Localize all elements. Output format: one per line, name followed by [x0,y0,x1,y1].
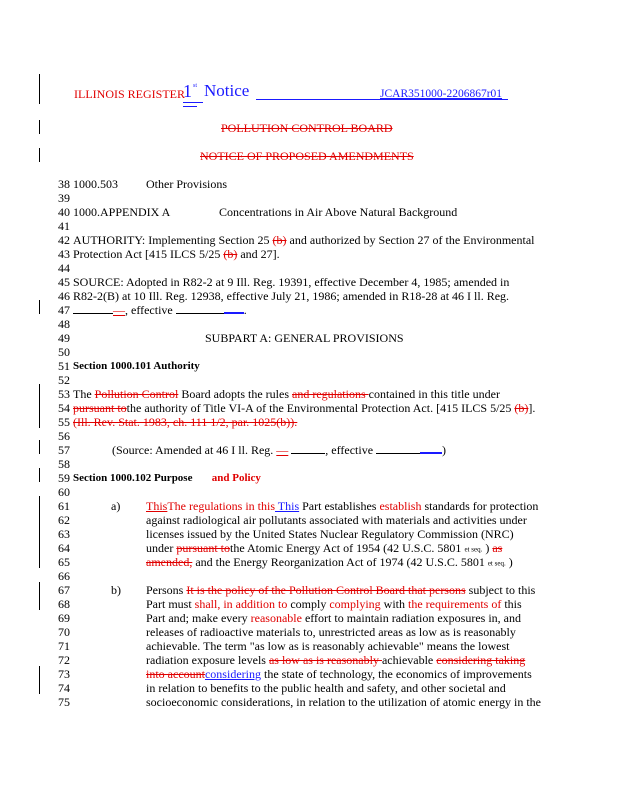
change-bar [39,384,40,428]
line-number: 65 [58,555,70,569]
toc-title: Concentrations in Air Above Natural Background [219,205,458,219]
toc-section: 1000.APPENDIX A [73,205,171,219]
s102-line-69: Part and; make every reasonable effort to maintain radiation exposures in, and [146,611,521,625]
toc-title: Other Provisions [146,177,227,191]
change-bar [39,74,40,104]
line-number: 59 [58,471,70,485]
s102-line-64: under pursuant tothe Atomic Energy Act of 1954 (42 U.S.C. 5801 et seq. ) as [146,541,503,555]
change-bar [39,468,40,482]
notice-title: Notice [204,81,250,100]
line-number: 51 [58,359,70,373]
s102-line-71: achievable. The term "as low as is reasonably achievable" means the lowest [146,639,510,653]
line-number: 68 [58,597,70,611]
line-number: 38 [58,177,70,191]
s102-line-75: socioeconomic considerations, in relation to the utilization of atomic energy in the [146,695,542,709]
subsection-a-label: a) [111,499,121,513]
page-mark-underline [183,102,203,103]
page-number: 1 [183,81,192,101]
change-bar [39,440,40,454]
change-bar [39,300,40,314]
line-number: 54 [58,401,70,415]
s102-line-70: releases of radioactive materials to, unrestricted areas as low as is reasonably [146,625,516,639]
subsection-b-label: b) [111,583,121,597]
line-number: 69 [58,611,70,625]
line-number: 40 [58,205,70,219]
line-number: 41 [58,219,70,233]
s102-line-73: into accountconsidering the state of technology, the economics of improvements [146,667,532,681]
source-line-3: —, effective . [73,303,247,317]
page-mark-underline [183,106,197,107]
s101-line-54: pursuant tothe authority of Title VI-A of the Environmental Protection Act. [415 ILCS 5/25 (b)]. [73,401,536,415]
source-line-1: SOURCE: Adopted in R82-2 at 9 Ill. Reg. 19391, effective December 4, 1985; amended in [73,275,510,289]
authority-line-2: Protection Act [415 ILCS 5/25 (b) and 27]. [73,247,280,261]
line-number: 45 [58,275,70,289]
line-number: 70 [58,625,70,639]
line-number: 57 [58,443,70,457]
section-101-heading: Section 1000.101 Authority [73,360,200,372]
line-number: 42 [58,233,70,247]
change-bar [39,120,40,134]
change-bar [39,666,40,694]
change-bar [39,496,40,568]
line-number: 56 [58,429,70,443]
line-number: 64 [58,541,70,555]
s102-line-61: ThisThe regulations in this This Part establishes establish standards for protection [146,499,539,513]
s102-line-72: radiation exposure levels as low as is reasonably achievable considering taking [146,653,526,667]
line-number: 48 [58,317,70,331]
page-mark: st [193,83,198,89]
section-102-heading: Section 1000.102 Purpose and Policy [73,472,261,484]
source-line-2: R82-2(B) at 10 Ill. Reg. 12938, effective July 21, 1986; amended in R18-28 at 46 I ll. Reg. [73,289,510,303]
line-number: 60 [58,485,70,499]
s102-line-62: against radiological air pollutants associated with materials and activities under [146,513,527,527]
s101-line-55: (Ill. Rev. Stat. 1983, ch. 111 1/2, par. 1025(b)). [73,415,298,429]
subpart-heading: SUBPART A: GENERAL PROVISIONS [205,331,404,345]
line-number: 71 [58,639,70,653]
change-bar [39,148,40,162]
line-number: 39 [58,191,70,205]
s102-line-68: Part must shall, in addition to comply complying with the requirements of this [146,597,522,611]
line-number: 67 [58,583,70,597]
line-number: 73 [58,667,70,681]
line-number: 63 [58,527,70,541]
line-number: 44 [58,261,70,275]
toc-section: 1000.503 [73,177,118,191]
change-bar [39,582,40,610]
line-number: 49 [58,331,70,345]
line-number: 62 [58,513,70,527]
line-number: 74 [58,681,70,695]
line-number: 43 [58,247,70,261]
s102-line-67: Persons It is the policy of the Pollution Control Board that persons subject to this [146,583,536,597]
register-label: ILLINOIS REGISTER [74,87,185,101]
line-number: 61 [58,499,70,513]
s102-line-65: amended, and the Energy Reorganization Act of 1974 (42 U.S.C. 5801 et seq. ) [146,555,513,569]
s102-line-63: licenses issued by the United States Nuclear Regulatory Commission (NRC) [146,527,514,541]
line-number: 55 [58,415,70,429]
line-number: 72 [58,653,70,667]
authority-line-1: AUTHORITY: Implementing Section 25 (b) and authorized by Section 27 of the Environmental [73,233,535,247]
line-number: 66 [58,569,70,583]
line-number: 53 [58,387,70,401]
line-number: 52 [58,373,70,387]
board-title: POLLUTION CONTROL BOARD [221,121,393,135]
line-number: 46 [58,289,70,303]
line-number: 47 [58,303,70,317]
jcar-code: JCAR351000-2206867r01 [380,88,503,100]
notice-heading: NOTICE OF PROPOSED AMENDMENTS [200,149,414,163]
s101-source-note: (Source: Amended at 46 I ll. Reg. — , effective ) [112,443,447,457]
s101-line-53: The Pollution Control Board adopts the rules and regulations contained in this title under [73,387,500,401]
line-number: 50 [58,345,70,359]
s102-line-74: in relation to benefits to the public health and safety, and other societal and [146,681,506,695]
line-number: 75 [58,695,70,709]
line-number: 58 [58,457,70,471]
